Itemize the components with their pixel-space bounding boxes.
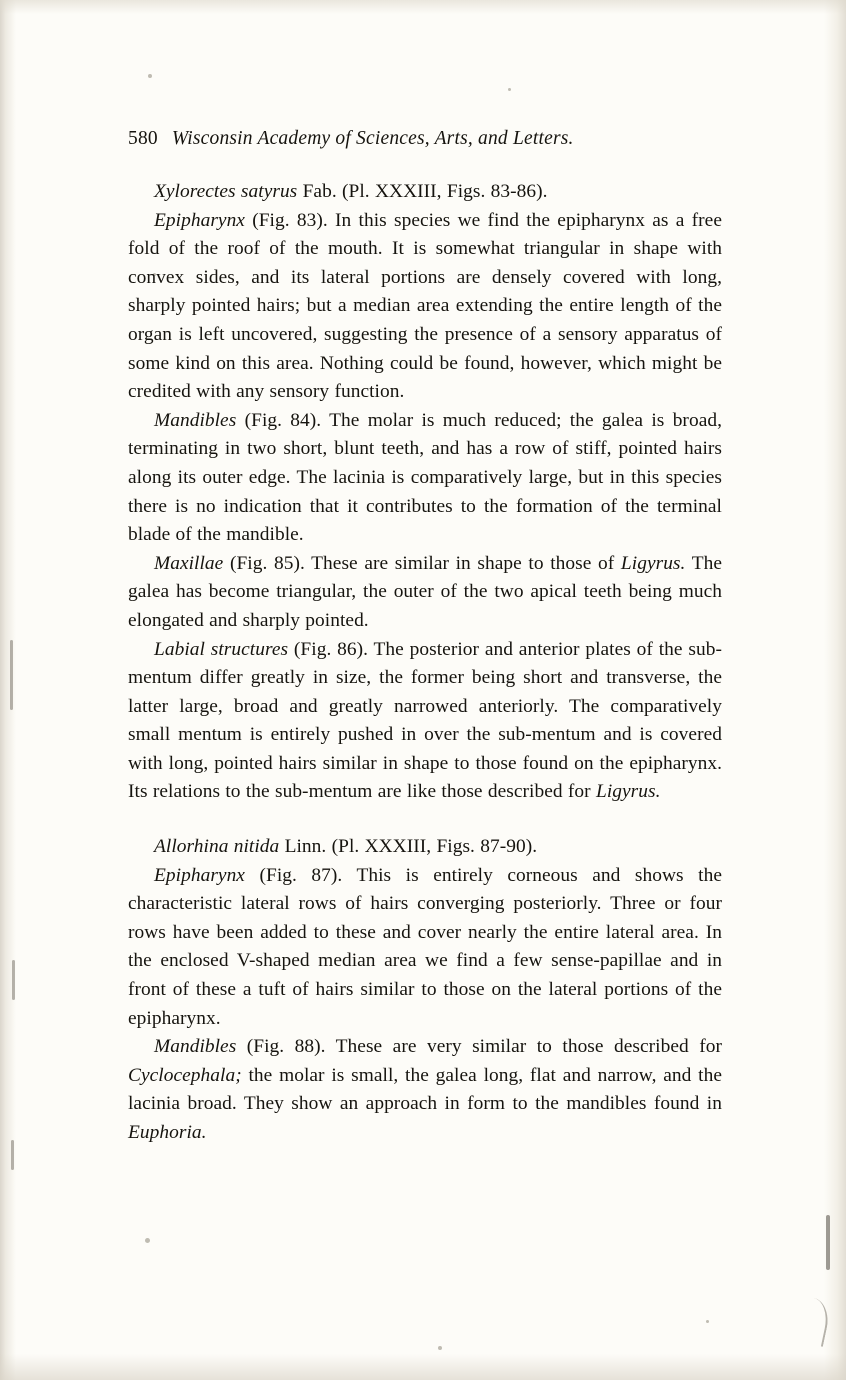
italic-run: Cyclocephala; bbox=[128, 1064, 242, 1086]
scan-speck bbox=[438, 1346, 442, 1350]
text-run: Fab. (Pl. XXXIII, Figs. 83-86). bbox=[297, 181, 548, 202]
italic-run: Ligyrus. bbox=[620, 552, 686, 574]
text-run: (Fig. 84). The molar is much reduced; the galea is broad, terminating in two short, blunt teeth, and has a row of stiff, pointed hairs along its outer edge. The lacinia is comparatively large, but in this species there is no indication that it contributes to the formation of the terminal blade of the mandible. bbox=[128, 409, 722, 546]
page-edge-shadow-top bbox=[0, 0, 846, 14]
text-run: (Fig. 88). These are very similar to those described for bbox=[236, 1036, 722, 1058]
paragraph-mandibles-84 bbox=[128, 407, 722, 550]
page-edge-shadow-bottom bbox=[0, 1354, 846, 1380]
paragraph-mandibles-88 bbox=[128, 1033, 722, 1147]
italic-run: Xylorectes satyrus bbox=[154, 181, 298, 202]
running-title: Wisconsin Academy of Sciences, Arts, and Letters. bbox=[171, 128, 574, 149]
scan-speck bbox=[706, 1320, 709, 1323]
page-header bbox=[128, 128, 728, 150]
scan-artifact-left-bar bbox=[10, 640, 13, 710]
italic-run: Maxillae bbox=[154, 552, 224, 574]
italic-run: Epipharynx bbox=[154, 864, 245, 886]
italic-run: Allorhina nitida bbox=[154, 836, 280, 858]
paragraph-maxillae-85 bbox=[128, 550, 722, 636]
page-edge-shadow-left bbox=[0, 0, 16, 1380]
body-text bbox=[128, 178, 722, 1148]
page-edge-shadow-right bbox=[824, 0, 846, 1380]
text-run: (Fig. 83). In this species we find the epipharynx as a free fold of the roof of the mouth. It is somewhat triangular in shape with convex sides, and its lateral portions are densely covered with long, sharply pointed hairs; but a median area extending the entire length of the organ is left uncovered, suggesting the presence of a sensory apparatus of some kind on this area. Nothing could be found, however, which might be credited with any sensory function. bbox=[128, 209, 722, 403]
italic-run: Euphoria. bbox=[128, 1122, 207, 1143]
scan-speck bbox=[145, 1238, 150, 1243]
italic-run: Labial structures bbox=[154, 638, 289, 660]
paragraph-allorhina-heading bbox=[128, 833, 722, 862]
italic-run: Mandibles bbox=[154, 1036, 237, 1058]
text-run: (Fig. 87). This is entirely corneous and shows the characteristic lateral rows of hairs converging posteriorly. Three or four rows have been added to these and cover nearly the entire lateral area. In the enclosed V-shaped median area we find a few sense-papillae and in front of these a tuft of hairs similar to those on the lateral portions of the epipharynx. bbox=[128, 864, 722, 1029]
text-run: (Fig. 85). These are similar in shape to those of bbox=[223, 552, 621, 574]
scan-speck bbox=[148, 74, 152, 78]
scan-speck bbox=[508, 88, 511, 91]
paragraph-spacer bbox=[128, 807, 722, 833]
scan-artifact-left-bar bbox=[11, 1140, 14, 1170]
italic-run: Epipharynx bbox=[154, 209, 245, 231]
text-run: Linn. (Pl. XXXIII, Figs. 87-90). bbox=[279, 836, 538, 858]
paragraph-epipharynx-83 bbox=[128, 207, 722, 407]
scan-artifact-left-bar bbox=[12, 960, 15, 1000]
paragraph-labial-86 bbox=[128, 636, 722, 808]
scan-artifact-right-tick bbox=[826, 1215, 830, 1270]
italic-run: Ligyrus. bbox=[595, 781, 661, 803]
text-run: (Fig. 86). The posterior and anterior plates of the sub-mentum differ greatly in size, the former being short and transverse, the latter large, broad and greatly narrowed anteriorly. The comparatively small mentum is entirely pushed in over the sub-mentum and is covered with long, pointed hairs similar in shape to those found on the epipharynx. Its relations to the sub-mentum are like those described for bbox=[128, 638, 722, 803]
text-run: the molar is small, the galea long, flat and narrow, and the lacinia broad. They show an approach in form to the mandibles found in bbox=[128, 1064, 722, 1115]
paragraph-xylorectes-heading bbox=[128, 178, 722, 207]
paragraph-epipharynx-87 bbox=[128, 862, 722, 1034]
text-run: The galea has become triangular, the outer of the two apical teeth being much elongated and sharply pointed. bbox=[128, 552, 723, 631]
italic-run: Mandibles bbox=[154, 409, 237, 431]
folio-number: 580 bbox=[128, 128, 158, 149]
